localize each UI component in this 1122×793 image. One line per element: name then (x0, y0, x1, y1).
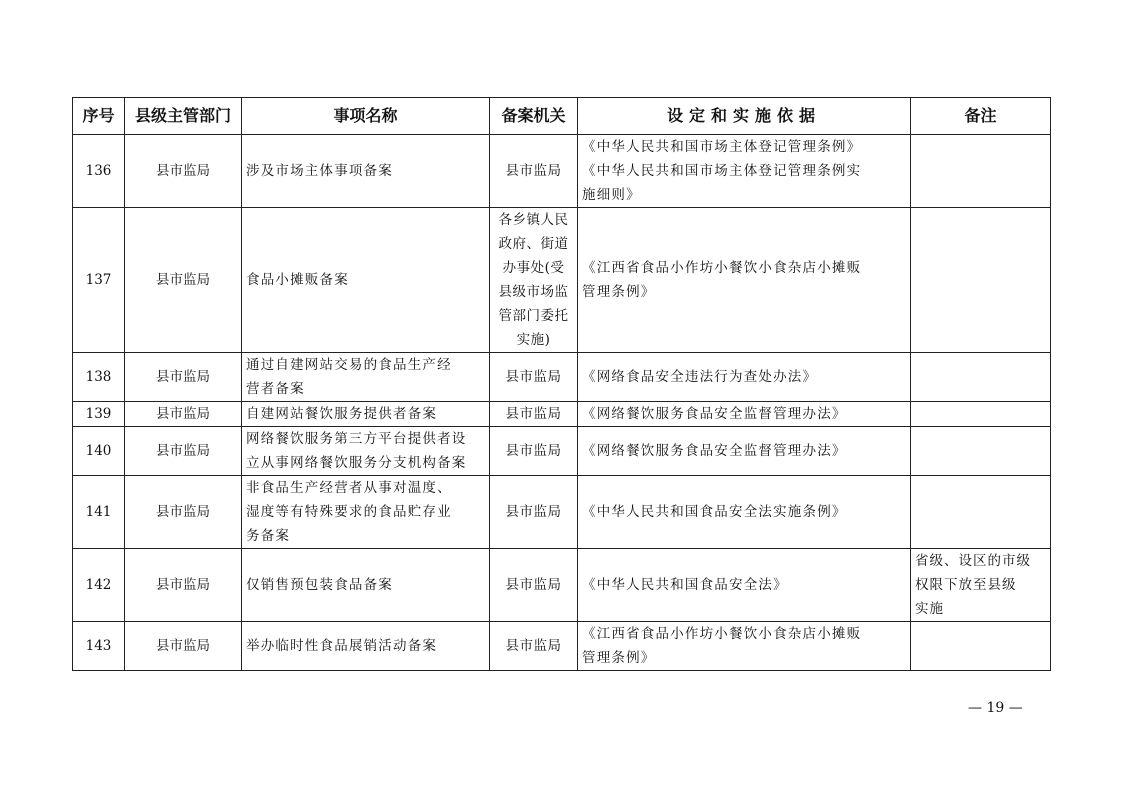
cell-dept: 县市监局 (125, 476, 242, 549)
cell-basis (578, 353, 911, 402)
table-row (73, 549, 1051, 622)
cell-agency (490, 427, 578, 476)
cell-item-name (242, 353, 490, 402)
cell-basis-line: 《网络餐饮服务食品安全监督管理办法》 (582, 443, 847, 459)
cell-num: 138 (73, 353, 125, 402)
cell-agency (490, 549, 578, 622)
cell-remark (911, 402, 1051, 427)
cell-basis-line: 《网络食品安全违法行为查处办法》 (582, 369, 818, 385)
cell-agency-line: 政府、街道 (498, 236, 569, 252)
cell-item-name-line: 非食品生产经营者从事对温度、 (246, 480, 452, 496)
table-body (73, 135, 1051, 671)
cell-item-name-line: 食品小摊贩备案 (246, 272, 349, 288)
cell-basis-line: 管理条例》 (582, 650, 656, 666)
cell-basis-line: 《中华人民共和国食品安全法实施条例》 (582, 504, 847, 520)
cell-basis (578, 622, 911, 671)
table-row (73, 353, 1051, 402)
cell-item-name (242, 549, 490, 622)
cell-agency-line: 县市监局 (505, 163, 562, 179)
cell-basis (578, 402, 911, 427)
cell-agency (490, 208, 578, 353)
page-number: — 19 — (968, 700, 1023, 716)
cell-basis-line: 《中华人民共和国市场主体登记管理条例实 (582, 163, 862, 179)
filing-items-table (72, 97, 1051, 671)
cell-remark-line: 省级、设区的市级 (915, 553, 1031, 569)
cell-agency-line: 县市监局 (505, 369, 562, 385)
table-row (73, 208, 1051, 353)
cell-item-name-line: 湿度等有特殊要求的食品贮存业 (246, 504, 452, 520)
cell-num: 141 (73, 476, 125, 549)
cell-agency-line: 县市监局 (505, 443, 562, 459)
cell-item-name (242, 476, 490, 549)
cell-num: 137 (73, 208, 125, 353)
cell-basis (578, 476, 911, 549)
cell-remark (911, 208, 1051, 353)
cell-remark (911, 427, 1051, 476)
cell-agency (490, 353, 578, 402)
cell-item-name-line: 务备案 (246, 528, 291, 544)
cell-agency (490, 622, 578, 671)
cell-agency-line: 实施) (516, 332, 551, 348)
cell-agency-line: 县市监局 (505, 577, 562, 593)
cell-agency-line: 各乡镇人民 (498, 212, 569, 228)
cell-basis-line: 《网络餐饮服务食品安全监督管理办法》 (582, 406, 847, 422)
cell-remark-line: 权限下放至县级 (915, 577, 1017, 593)
cell-item-name-line: 举办临时性食品展销活动备案 (246, 638, 438, 654)
cell-basis-line: 《江西省食品小作坊小餐饮小食杂店小摊贩 (582, 260, 862, 276)
cell-item-name-line: 涉及市场主体事项备案 (246, 163, 393, 179)
cell-item-name-line: 网络餐饮服务第三方平台提供者设 (246, 431, 467, 447)
cell-agency (490, 476, 578, 549)
cell-remark (911, 476, 1051, 549)
table-row (73, 427, 1051, 476)
cell-agency-line: 办事处(受 (502, 260, 565, 276)
cell-remark (911, 549, 1051, 622)
cell-remark (911, 353, 1051, 402)
cell-basis (578, 427, 911, 476)
cell-item-name (242, 135, 490, 208)
cell-item-name (242, 402, 490, 427)
cell-basis (578, 135, 911, 208)
header-agency: 备案机关 (490, 98, 578, 135)
cell-basis-line: 施细则》 (582, 187, 641, 203)
cell-num: 140 (73, 427, 125, 476)
cell-agency-line: 管部门委托 (498, 308, 569, 324)
cell-agency-line: 县市监局 (505, 504, 562, 520)
cell-num: 142 (73, 549, 125, 622)
cell-item-name-line: 自建网站餐饮服务提供者备案 (246, 406, 438, 422)
cell-agency-line: 县级市场监 (498, 284, 569, 300)
cell-basis-line: 《江西省食品小作坊小餐饮小食杂店小摊贩 (582, 626, 862, 642)
cell-dept: 县市监局 (125, 208, 242, 353)
cell-remark (911, 135, 1051, 208)
cell-remark-line: 实施 (915, 601, 944, 617)
cell-dept: 县市监局 (125, 353, 242, 402)
cell-num: 143 (73, 622, 125, 671)
cell-agency-line: 县市监局 (505, 638, 562, 654)
cell-item-name-line: 立从事网络餐饮服务分支机构备案 (246, 455, 467, 471)
table-header-row (73, 98, 1051, 135)
cell-basis-line: 《中华人民共和国食品安全法》 (582, 577, 788, 593)
table-row (73, 135, 1051, 208)
cell-dept: 县市监局 (125, 427, 242, 476)
cell-basis (578, 208, 911, 353)
cell-item-name-line: 营者备案 (246, 381, 305, 397)
cell-basis-line: 管理条例》 (582, 284, 656, 300)
table-row (73, 622, 1051, 671)
cell-item-name (242, 427, 490, 476)
cell-dept: 县市监局 (125, 402, 242, 427)
cell-basis (578, 549, 911, 622)
header-dept: 县级主管部门 (125, 98, 242, 135)
header-basis: 设定和实施依据 (578, 98, 911, 135)
cell-dept: 县市监局 (125, 135, 242, 208)
cell-agency (490, 135, 578, 208)
cell-dept: 县市监局 (125, 622, 242, 671)
header-num: 序号 (73, 98, 125, 135)
cell-basis-line: 《中华人民共和国市场主体登记管理条例》 (582, 139, 862, 155)
cell-agency (490, 402, 578, 427)
cell-item-name-line: 仅销售预包装食品备案 (246, 577, 393, 593)
table-row (73, 476, 1051, 549)
cell-item-name (242, 622, 490, 671)
cell-num: 136 (73, 135, 125, 208)
cell-item-name (242, 208, 490, 353)
table-row (73, 402, 1051, 427)
cell-agency-line: 县市监局 (505, 406, 562, 422)
header-remark: 备注 (911, 98, 1051, 135)
header-name: 事项名称 (242, 98, 490, 135)
cell-item-name-line: 通过自建网站交易的食品生产经 (246, 357, 452, 373)
cell-dept: 县市监局 (125, 549, 242, 622)
cell-num: 139 (73, 402, 125, 427)
cell-remark (911, 622, 1051, 671)
